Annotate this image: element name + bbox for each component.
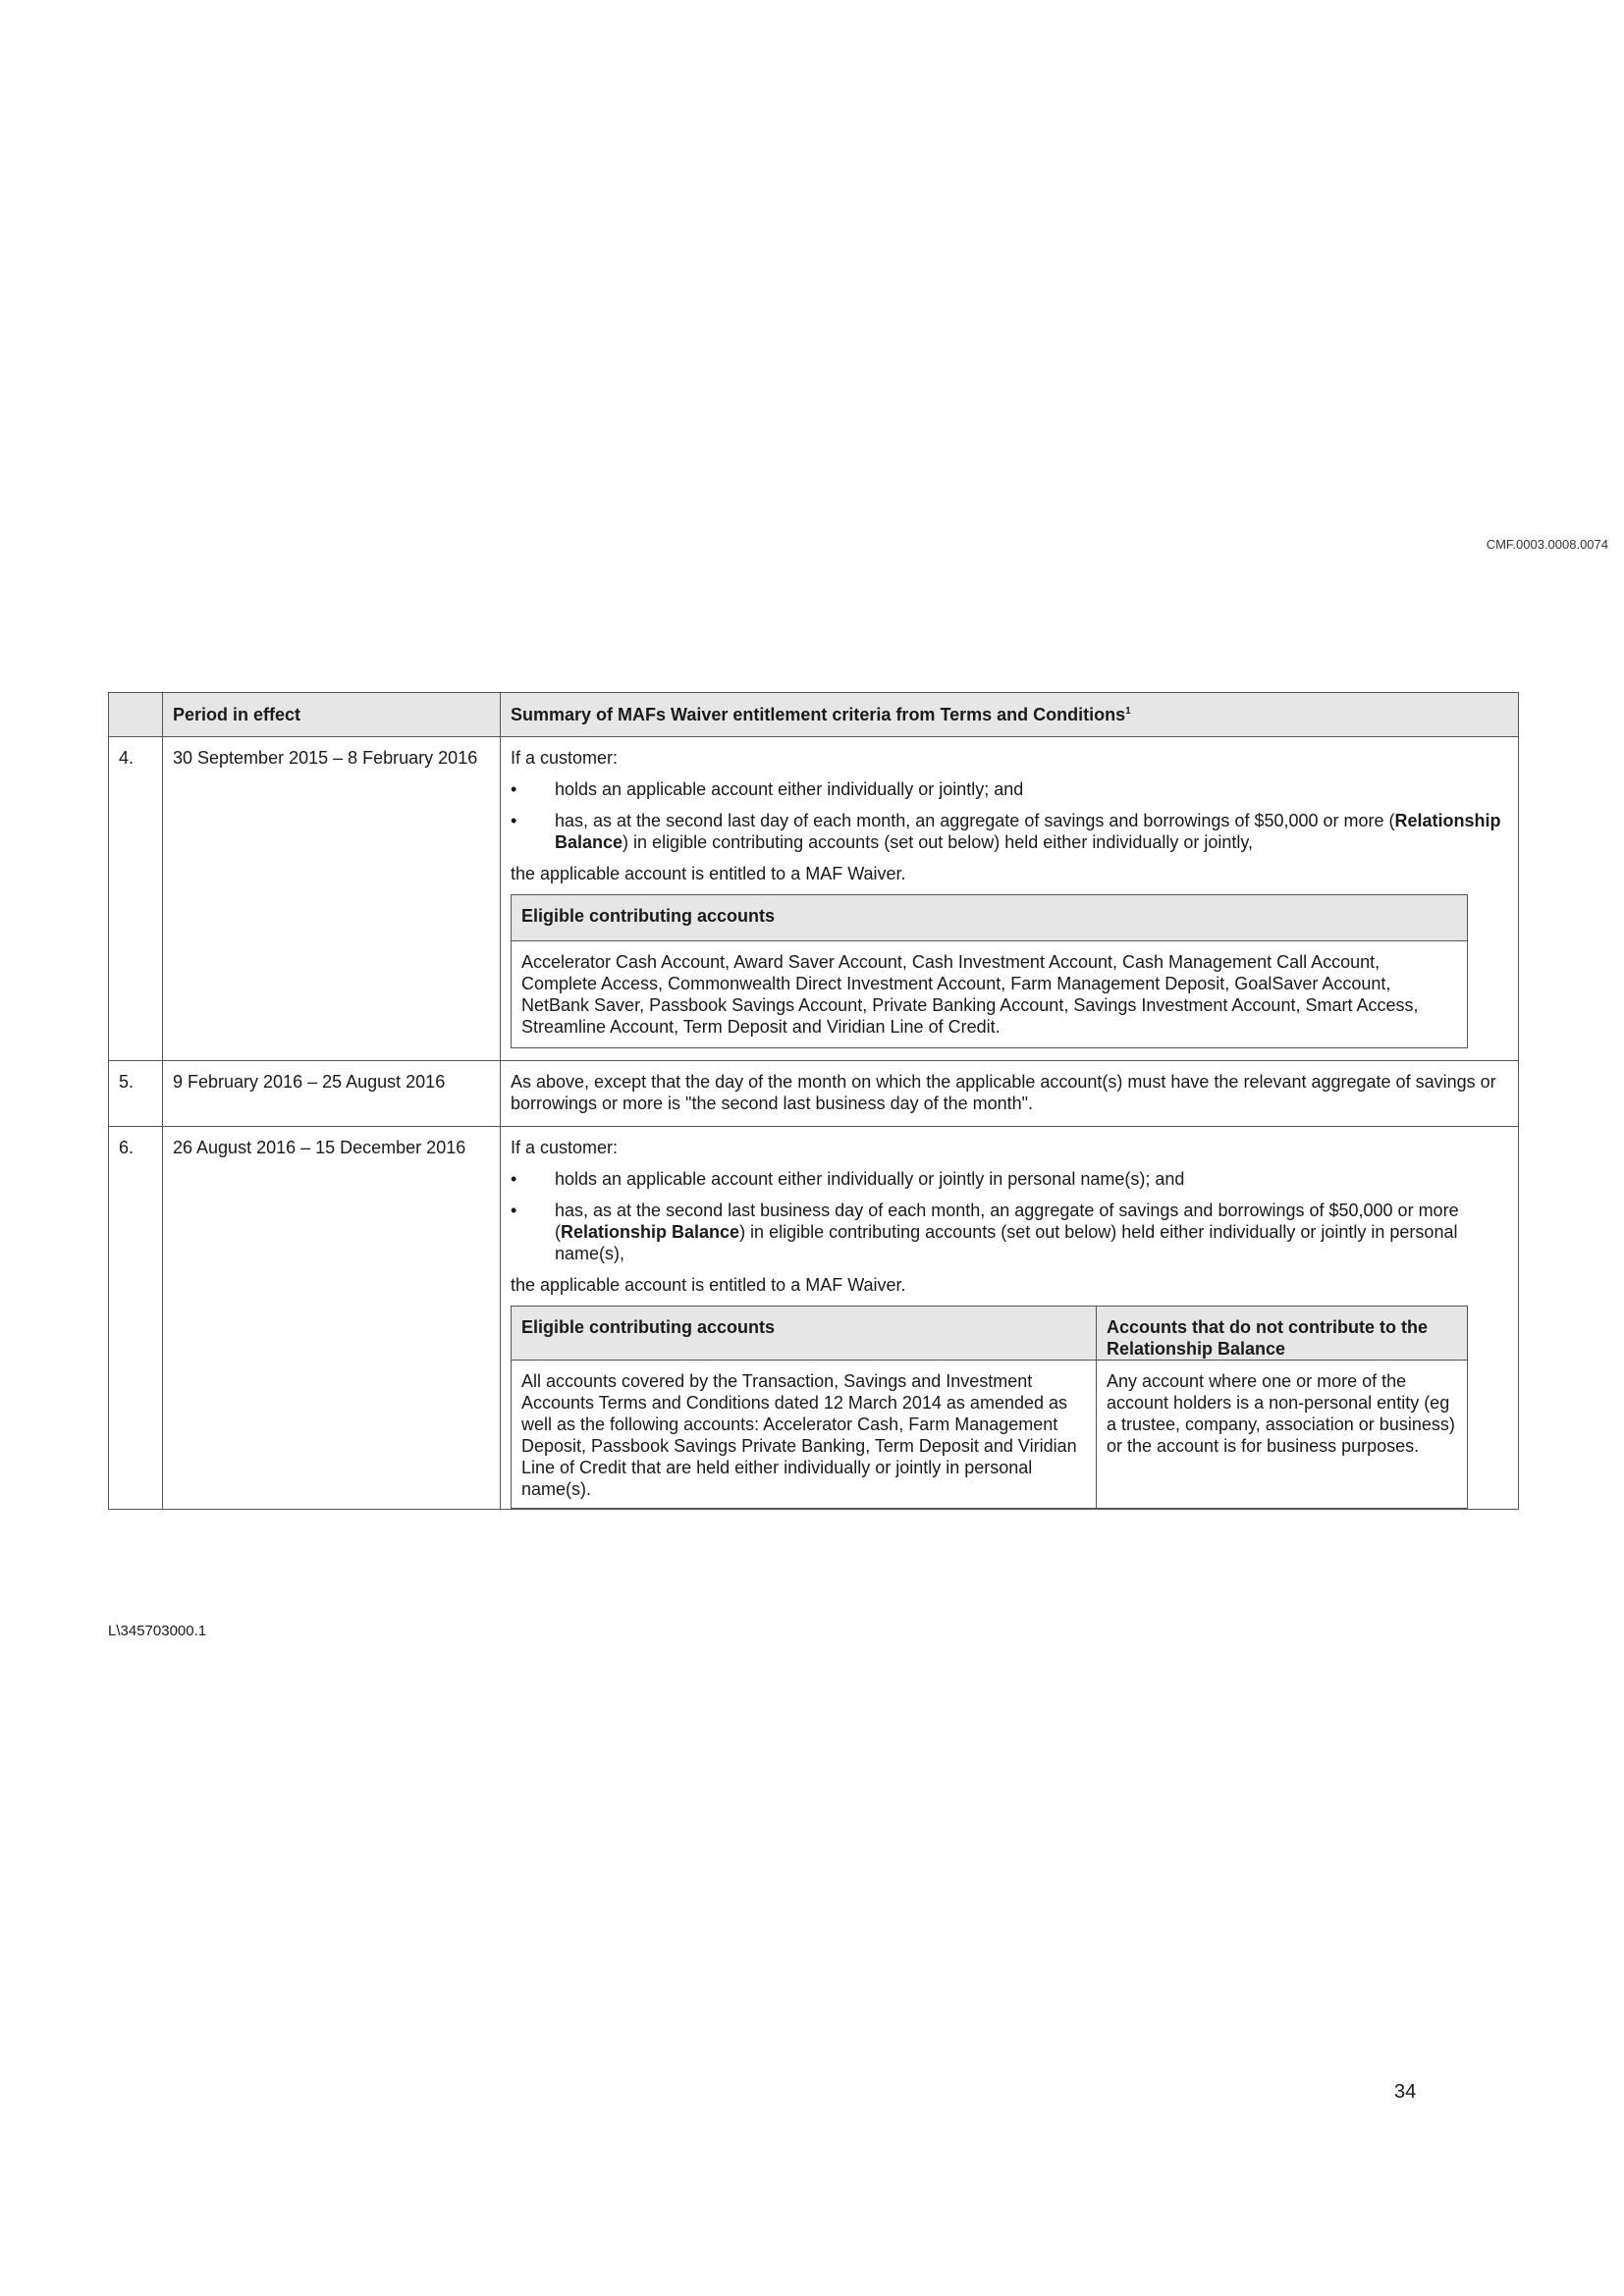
table-header-row <box>109 693 1519 737</box>
row-summary <box>501 1127 1519 1510</box>
criteria-text: has, as at the second last day of each month, an aggregate of savings and borrowings of $50,000 or more ( <box>555 811 1395 830</box>
bullet: • <box>511 779 517 799</box>
defined-term: Relationship Balance <box>555 811 1501 852</box>
defined-term: Relationship Balance <box>561 1222 740 1242</box>
criteria-text: ) in eligible contributing accounts (set out below) held either individually or jointly in personal name(s), <box>555 1222 1458 1263</box>
row-number: 4. <box>109 737 163 1061</box>
row-period: 9 February 2016 – 25 August 2016 <box>163 1061 501 1127</box>
criteria-text: holds an applicable account either individually or jointly; and <box>555 779 1024 799</box>
criteria-item <box>511 810 1508 853</box>
eligible-accounts-list: Accelerator Cash Account, Award Saver Account, Cash Investment Account, Cash Management Call Account, Complete Access, Commonwealth Direct Investment Account, Farm Management Deposit, GoalSaver Account, NetBank Saver, Passbook Savings Account, Private Banking Account, Savings Investment Account, Smart Access, Streamline Account, Term Deposit and Viridian Line of Credit. <box>512 941 1468 1048</box>
row-period: 26 August 2016 – 15 December 2016 <box>163 1127 501 1510</box>
header-summary-text: Summary of MAFs Waiver entitlement criteria from Terms and Conditions <box>511 705 1126 724</box>
criteria-list <box>511 1168 1508 1264</box>
page-number: 34 <box>1394 2081 1417 2103</box>
footer-reference: L\345703000.1 <box>108 1623 207 1639</box>
table-row <box>109 737 1519 1061</box>
criteria-intro: If a customer: <box>511 748 619 768</box>
document-reference: CMF.0003.0008.0074 <box>1486 537 1608 552</box>
criteria-text: holds an applicable account either individually or jointly in personal name(s); and <box>555 1169 1185 1189</box>
eligible-accounts-header: Eligible contributing accounts <box>512 895 1468 941</box>
header-period: Period in effect <box>163 693 501 737</box>
criteria-text: ) in eligible contributing accounts (set out below) held either individually or jointly, <box>623 832 1254 852</box>
row-number: 5. <box>109 1061 163 1127</box>
criteria-item <box>511 1168 1508 1190</box>
row-number: 6. <box>109 1127 163 1510</box>
criteria-outcome: the applicable account is entitled to a MAF Waiver. <box>511 864 906 883</box>
criteria-item <box>511 778 1508 800</box>
criteria-outcome: the applicable account is entitled to a MAF Waiver. <box>511 1275 906 1295</box>
contributing-accounts-table <box>511 1306 1468 1509</box>
eligible-accounts-list: All accounts covered by the Transaction, Savings and Investment Accounts Terms and Conditions dated 12 March 2014 as amended as well as the following accounts: Accelerator Cash, Farm Management Deposit, Passbook Savings Private Banking, Term Deposit and Viridian Line of Credit that are held either individually or jointly in personal name(s). <box>512 1361 1097 1509</box>
criteria-intro: If a customer: <box>511 1138 619 1157</box>
eligible-accounts-header: Eligible contributing accounts <box>512 1307 1097 1361</box>
non-contributing-accounts-list: Any account where one or more of the account holders is a non-personal entity (eg a trustee, company, association or business) or the account is for business purposes. <box>1097 1361 1468 1509</box>
row-summary: As above, except that the day of the month on which the applicable account(s) must have the relevant aggregate of savings or borrowings or more is "the second last business day of the month". <box>501 1061 1519 1127</box>
eligible-accounts-table <box>511 894 1468 1048</box>
row-summary <box>501 737 1519 1061</box>
criteria-list <box>511 778 1508 853</box>
row-period: 30 September 2015 – 8 February 2016 <box>163 737 501 1061</box>
header-summary <box>501 693 1519 737</box>
header-number <box>109 693 163 737</box>
bullet: • <box>511 1169 517 1189</box>
non-contributing-accounts-header: Accounts that do not contribute to the Relationship Balance <box>1097 1307 1468 1361</box>
maf-waiver-table <box>108 692 1519 1510</box>
bullet: • <box>511 1201 517 1220</box>
footnote-mark: 1 <box>1125 706 1131 717</box>
table-row <box>109 1127 1519 1510</box>
bullet: • <box>511 811 517 830</box>
criteria-item <box>511 1200 1508 1264</box>
table-row <box>109 1061 1519 1127</box>
criteria-text: has, as at the second last business day of each month, an aggregate of savings and borrowings of $50,000 or more ( <box>555 1201 1459 1242</box>
